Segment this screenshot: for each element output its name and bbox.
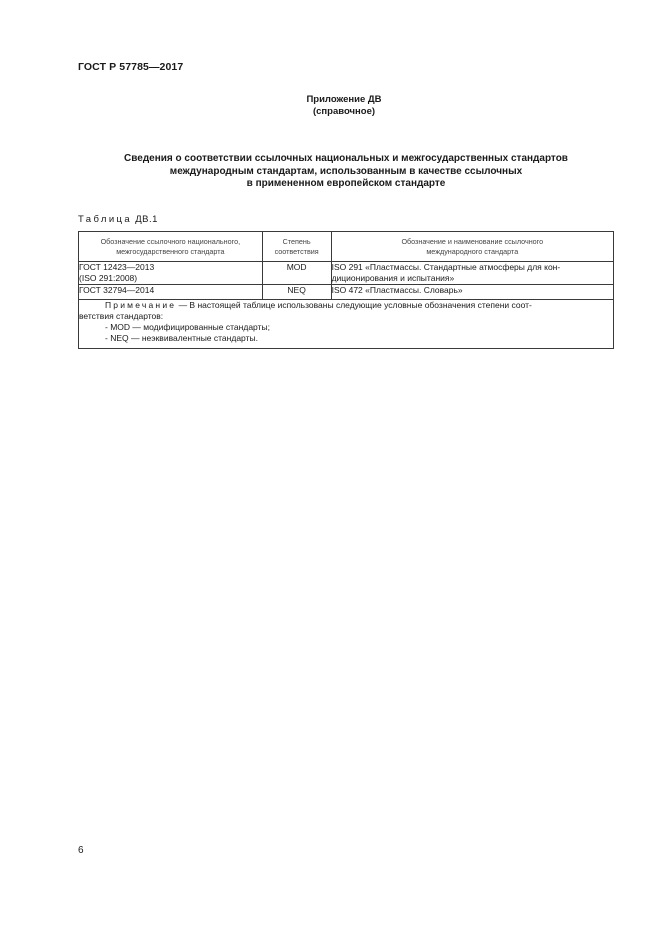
- document-code: ГОСТ Р 57785—2017: [78, 61, 184, 73]
- table-note-row: [79, 300, 614, 349]
- header-degree: [262, 232, 331, 262]
- heading-line-2: международным стандартам, использованным в качестве ссылочных: [169, 165, 523, 177]
- section-heading: [78, 153, 614, 191]
- row-code-line1: ГОСТ 32794—2014: [79, 285, 155, 295]
- table-row: [79, 285, 614, 300]
- appendix-subtitle: (справочное): [312, 106, 376, 117]
- note-item-neq: - NEQ — неэквивалентные стандарты.: [105, 333, 258, 343]
- header-col1-line2: межгосударственного стандарта: [116, 246, 225, 256]
- header-col1-line1: Обозначение ссылочного национального,: [100, 236, 241, 246]
- note-item-mod: - MOD — модифицированные стандарты;: [105, 322, 270, 332]
- table-caption: [78, 214, 158, 225]
- row-name-line2: диционирования и испытания»: [331, 273, 455, 283]
- table-header-row: [79, 232, 614, 262]
- row-national-code: [79, 262, 263, 285]
- page-number: 6: [78, 845, 84, 856]
- table-caption-word: Таблица: [78, 214, 133, 225]
- row-name-line1: ISO 291 «Пластмассы. Стандартные атмосферы для кон-: [331, 262, 561, 272]
- correspondence-table: [78, 231, 614, 349]
- heading-line-1: Сведения о соответствии ссылочных национальных и межгосударственных стандартов: [124, 153, 568, 164]
- header-col2-line1: Степень: [282, 236, 311, 246]
- row-international-name: [331, 262, 613, 285]
- header-col3-line2: международного стандарта: [426, 246, 519, 256]
- row-international-name: [331, 285, 613, 300]
- note-line-1: [79, 300, 613, 311]
- header-col3-line1: Обозначение и наименование ссылочного: [401, 236, 544, 246]
- appendix-block: [0, 94, 661, 118]
- note-line-2: ветствия стандартов:: [79, 311, 164, 321]
- row-degree: NEQ: [262, 285, 331, 300]
- row-code-line1: ГОСТ 12423—2013: [79, 262, 155, 272]
- row-name-line1: ISO 472 «Пластмассы. Словарь»: [331, 285, 463, 295]
- note-line1-text: — В настоящей таблице использованы следующие условные обозначения степени соот-: [176, 300, 532, 310]
- table-row: [79, 262, 614, 285]
- row-degree: MOD: [262, 262, 331, 285]
- row-code-line2: (ISO 291:2008): [79, 273, 138, 283]
- appendix-title: Приложение ДВ: [306, 94, 382, 105]
- header-national-standard: [79, 232, 263, 262]
- table-caption-id: ДВ.1: [135, 214, 158, 225]
- header-international-standard: [331, 232, 613, 262]
- heading-line-3: в примененном европейском стандарте: [246, 178, 446, 189]
- row-national-code: [79, 285, 263, 300]
- table-note: [79, 300, 614, 349]
- note-label: Примечание: [105, 300, 177, 310]
- header-col2-line2: соответствия: [274, 246, 319, 256]
